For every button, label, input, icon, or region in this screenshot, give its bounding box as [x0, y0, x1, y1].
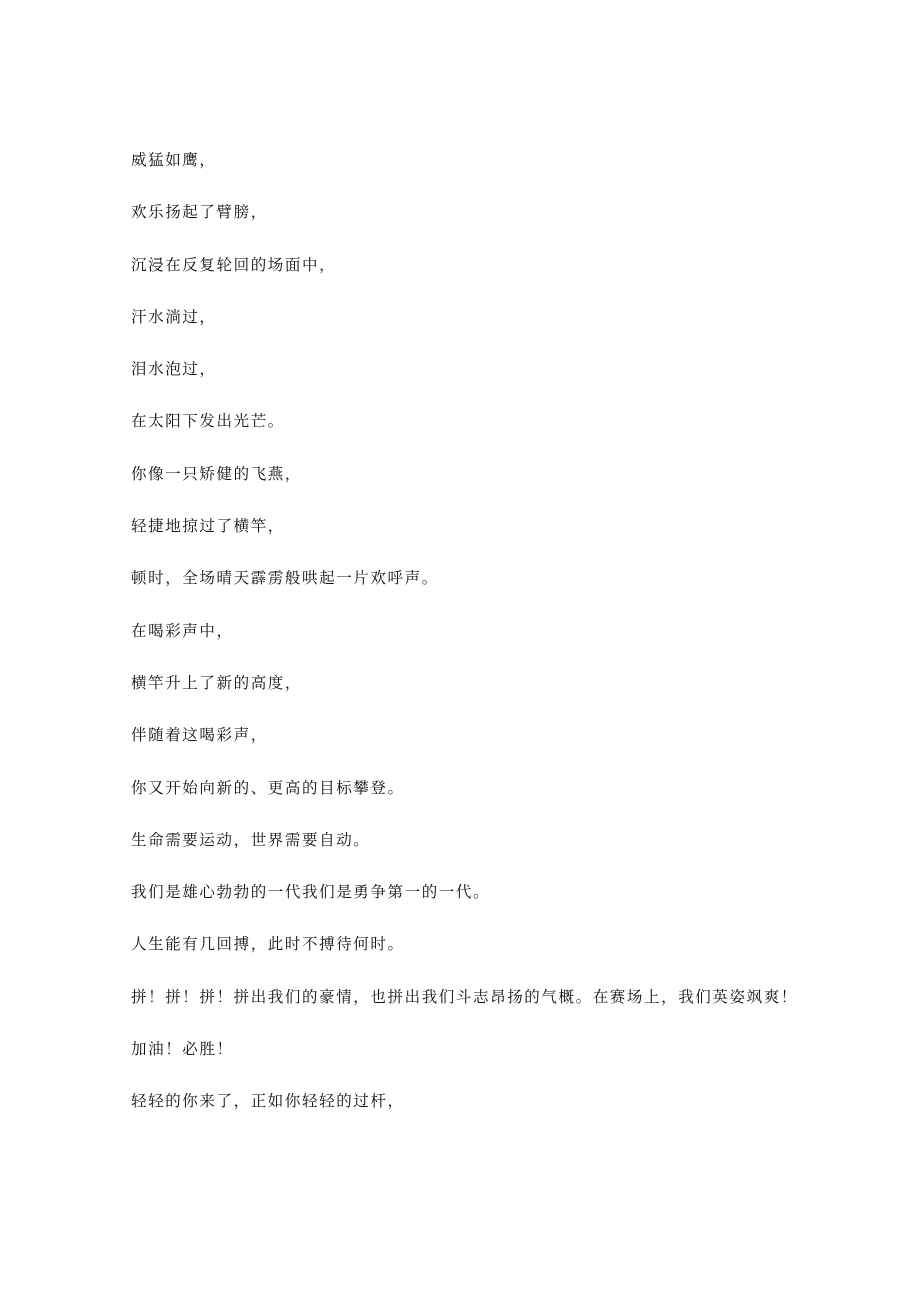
text-line: 加油！必胜！: [131, 1040, 234, 1059]
text-line: 威猛如鹰，: [131, 151, 217, 169]
text-line: 人生能有几回搏，此时不搏待何时。: [131, 935, 405, 954]
text-line: 在喝彩声中，: [131, 621, 234, 640]
text-line: 你又开始向新的、更高的目标攀登。: [131, 778, 405, 797]
text-line: 轻轻的你来了，正如你轻轻的过杆，: [131, 1092, 405, 1111]
text-line: 你像一只矫健的飞燕，: [131, 464, 303, 483]
text-line: 拼！拼！拼！拼出我们的豪情，也拼出我们斗志昂扬的气概。在赛场上，我们英姿飒爽！: [131, 987, 798, 1006]
text-line: 轻捷地掠过了横竿，: [131, 517, 285, 536]
text-line: 汗水淌过，: [131, 307, 217, 326]
text-line: 我们是雄心勃勃的一代我们是勇争第一的一代。: [131, 883, 491, 902]
text-line: 沉浸在反复轮回的场面中，: [131, 255, 337, 274]
text-line: 欢乐扬起了臂膀，: [131, 203, 268, 222]
text-lines: [131, 145, 811, 1139]
text-line: 生命需要运动，世界需要自动。: [131, 830, 371, 849]
text-line: 在太阳下发出光芒。: [131, 412, 285, 431]
text-line: 泪水泡过，: [131, 360, 217, 379]
text-line: 伴随着这喝彩声，: [131, 726, 268, 745]
text-line: 顿时，全场晴天霹雳般哄起一片欢呼声。: [131, 569, 439, 588]
text-line: 横竿升上了新的高度，: [131, 673, 303, 692]
